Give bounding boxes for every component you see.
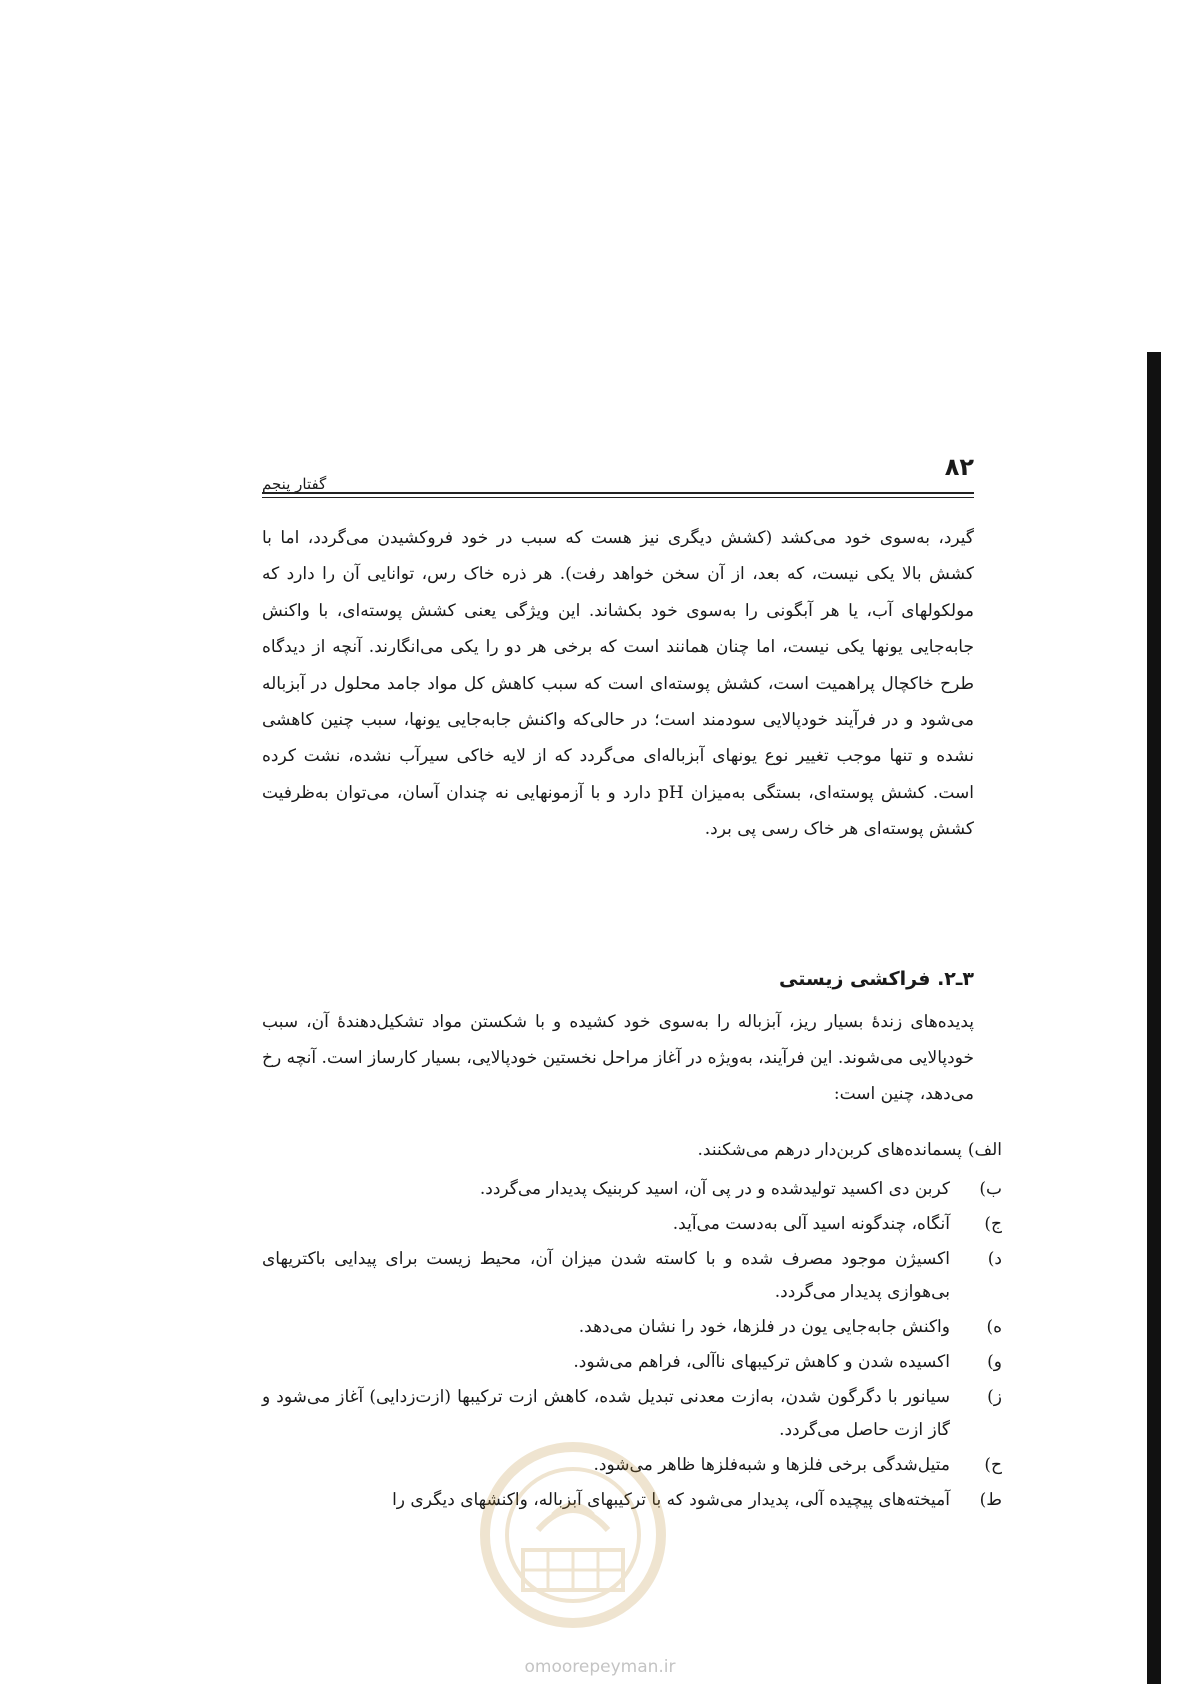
page-edge-bar xyxy=(1147,352,1161,1684)
list-item-text: پسمانده‌های کربن‌دار درهم می‌شکنند. xyxy=(697,1140,962,1160)
list-item-marker: و) xyxy=(987,1352,1002,1372)
list-item xyxy=(262,1243,1002,1309)
list-item xyxy=(262,1311,1002,1344)
section-number: ۳ـ۲. xyxy=(937,968,974,990)
body-paragraph: گیرد، به‌سوی خود می‌کشد (کشش دیگری نیز هست که سبب در خود فروکشیدن می‌گردد، اما با کشش بالا یکی نیست، که بعد، از آن سخن خواهد رفت). هر ذره خاک رس، توانایی آن را دارد که مولکولهای آب، یا هر آبگونی را به‌سوی خود بکشاند. این ویژگی یعنی کشش پوسته‌ای، با واکنش جابه‌جایی یونها یکی نیست، اما چنان همانند است که برخی هر دو را یکی می‌انگارند. آنچه از دیدگاه طرح خاکچال پراهمیت است، کشش پوسته‌ای است که سبب کاهش کل مواد جامد محلول در آبزباله می‌شود و در فرآیند خودپالایی سودمند است؛ در حالی‌که واکنش جابه‌جایی یونها، سبب چنین کاهشی نشده و تنها موجب تغییر نوع یونهای آبزباله‌ای می‌گردد که از لایه خاکی سیرآب نشده، نشت کرده است. کشش پوسته‌ای، بستگی به‌میزان pH دارد و با آزمونهایی نه چندان آسان، می‌توان به‌ظرفیت کشش پوسته‌ای هر خاک رسی پی برد. xyxy=(262,528,974,840)
list-item-marker: الف) xyxy=(967,1140,1002,1160)
list-item-text: سیانور با دگرگون شدن، به‌ازت معدنی تبدیل شده، کاهش ازت ترکیبها (ازت‌زدایی) آغاز می‌شود و گاز ازت حاصل می‌گردد. xyxy=(262,1387,950,1440)
list-item xyxy=(262,1346,1002,1379)
list-item-marker: ب) xyxy=(979,1179,1002,1199)
list-item-marker: د) xyxy=(987,1249,1002,1269)
watermark-seal-icon xyxy=(478,1440,668,1640)
list-item-text: واکنش جابه‌جایی یون در فلزها، خود را نشان می‌دهد. xyxy=(578,1317,950,1337)
list-item-text: اکسیده شدن و کاهش ترکیبهای ناآلی، فراهم می‌شود. xyxy=(573,1352,950,1372)
list-item-marker: ح) xyxy=(984,1455,1002,1475)
running-head xyxy=(262,453,974,493)
header-rule xyxy=(262,492,974,498)
section-heading xyxy=(262,968,974,990)
list-item-marker: ز) xyxy=(987,1387,1002,1407)
list-item xyxy=(262,1134,1002,1167)
list-item-text: آمیخته‌های پیچیده آلی، پدیدار می‌شود که با ترکیبهای آبزباله، واکنشهای دیگری را xyxy=(392,1490,950,1510)
page-number: ۸۲ xyxy=(944,453,974,481)
list-item-text: متیل‌شدگی برخی فلزها و شبه‌فلزها ظاهر می‌شود. xyxy=(593,1455,950,1475)
list-item xyxy=(262,1381,1002,1447)
list-item-text: آنگاه، چندگونه اسید آلی به‌دست می‌آید. xyxy=(672,1214,950,1234)
section-intro-paragraph: پدیده‌های زندهٔ بسیار ریز، آبزباله را به‌سوی خود کشیده و با شکستن مواد تشکیل‌دهندهٔ آن، سبب خودپالایی می‌شوند. این فرآیند، به‌ویژه در آغاز مراحل نخستین خودپالایی، بسیار کارساز است. آنچه رخ می‌دهد، چنین است: xyxy=(262,1012,974,1104)
list-item-marker: ه) xyxy=(986,1317,1002,1337)
list-item xyxy=(262,1173,1002,1206)
chapter-title: گفتار پنجم xyxy=(262,475,327,493)
body-paragraph-block xyxy=(262,520,974,848)
list-item-text: کربن دی اکسید تولیدشده و در پی آن، اسید کربنیک پدیدار می‌گردد. xyxy=(479,1179,950,1199)
list-item-marker: ط) xyxy=(979,1490,1002,1510)
list-item-marker: ج) xyxy=(984,1214,1002,1234)
footer-watermark-url: omoorepeyman.ir xyxy=(524,1657,676,1677)
section-title: فراکشی زیستی xyxy=(779,968,931,990)
list-item-text: اکسیژن موجود مصرف شده و با کاسته شدن میزان آن، محیط زیست برای پیدایی باکتریهای بی‌هوازی پدیدار می‌گردد. xyxy=(262,1249,950,1302)
list-item xyxy=(262,1208,1002,1241)
